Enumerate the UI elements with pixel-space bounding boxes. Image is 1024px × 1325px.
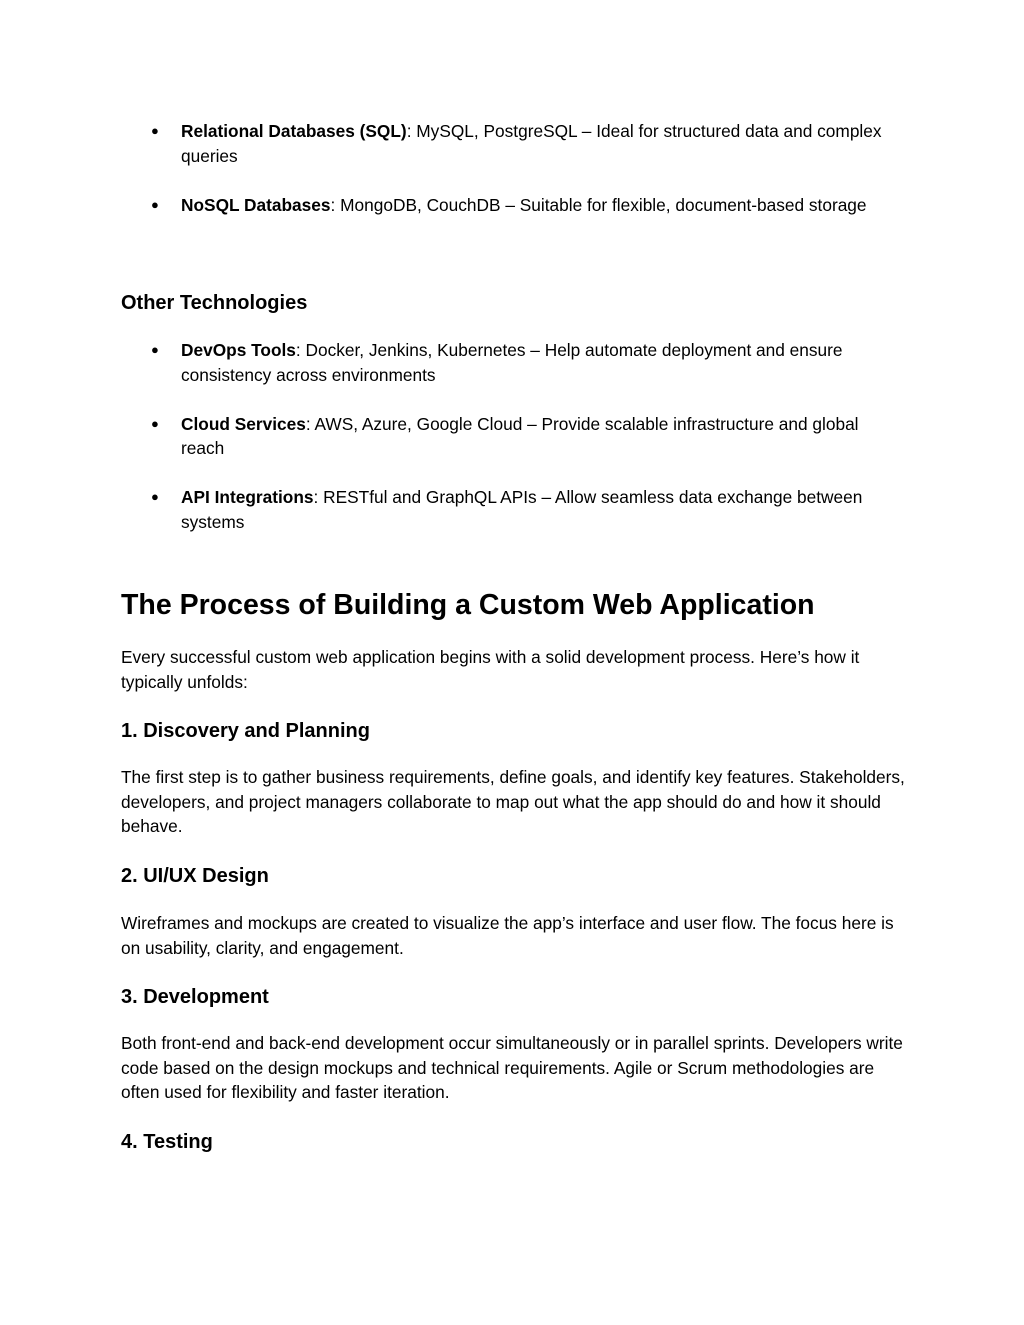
step-heading-testing: 4. Testing [121,1131,213,1153]
list-item [0,119,1024,168]
bullet-term: Relational Databases (SQL) [181,121,407,141]
database-list [0,119,1024,217]
list-item [0,193,1024,218]
bullet-term: NoSQL Databases [181,194,331,215]
bullet-description: : RESTful and GraphQL APIs – Allow seamless data exchange between systems [181,487,863,532]
list-item [0,338,1024,387]
step-heading-design: 2. UI/UX Design [121,865,269,887]
bullet-icon: ● [151,123,159,138]
process-title: The Process of Building a Custom Web Application [121,589,815,621]
bullet-icon: ● [151,196,159,212]
step-text-design: Wireframes and mockups are created to visualize the app’s interface and user flow. The focus here is on usability, clarity, and engagement. [121,913,894,958]
bullet-term: Cloud Services [181,413,306,434]
bullet-term: DevOps Tools [181,340,296,360]
bullet-icon: ● [151,342,159,357]
other-technologies-heading: Other Technologies [121,292,308,314]
bullet-icon: ● [151,415,159,431]
bullet-description: : MongoDB, CouchDB – Suitable for flexible, document-based storage [330,194,867,215]
list-item [0,412,1024,461]
process-intro: Every successful custom web application begins with a solid development process. Here’s how it typically unfolds: [121,647,860,692]
bullet-term: API Integrations [181,487,314,507]
bullet-description: : Docker, Jenkins, Kubernetes – Help automate deployment and ensure consistency across environments [181,340,843,385]
step-text-development: Both front-end and back-end development occur simultaneously or in parallel sprints. Developers write code based on the design mockups and technical requirements. Agile or Scrum methodologies are often used for flexibility and faster iteration. [121,1033,903,1102]
step-heading-discovery: 1. Discovery and Planning [121,720,370,742]
other-technologies-list [0,338,1024,534]
step-text-discovery: The first step is to gather business requirements, define goals, and identify key features. Stakeholders, developers, and project managers collaborate to map out what the app should do and how it should behave. [121,767,905,836]
bullet-description: : MySQL, PostgreSQL – Ideal for structured data and complex queries [181,121,882,166]
step-heading-development: 3. Development [121,986,269,1008]
list-item [0,485,1024,534]
bullet-description: : AWS, Azure, Google Cloud – Provide scalable infrastructure and global reach [181,413,859,458]
bullet-icon: ● [151,489,159,504]
